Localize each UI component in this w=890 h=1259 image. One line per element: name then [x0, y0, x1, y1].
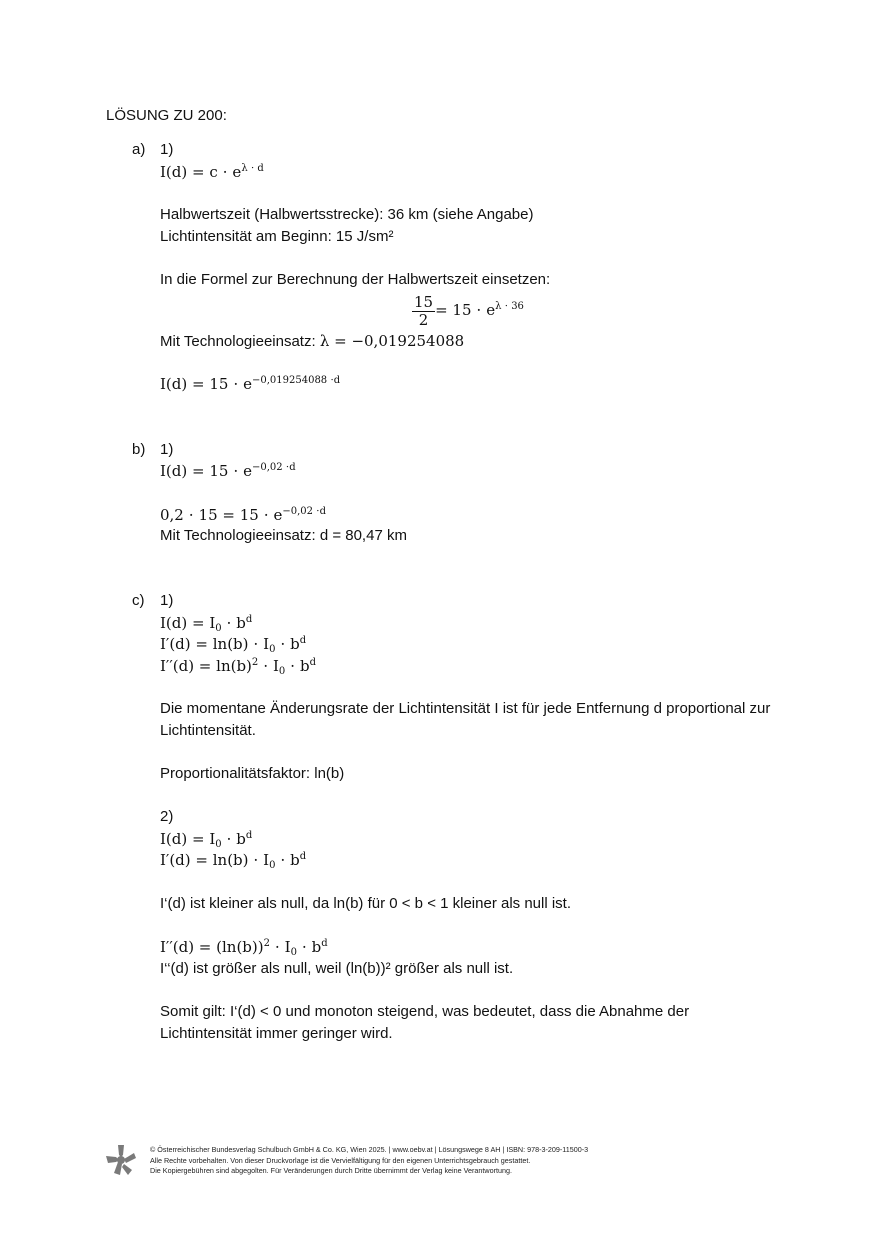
initial-intensity-info: Lichtintensität am Beginn: 15 J/sm² [160, 228, 394, 245]
part-b-label: b) [132, 441, 146, 458]
part-c2-second-derivative: $I''(d) = (\ln(b))^2 \cdot I_0 \cdot b^d$ [160, 938, 328, 958]
part-c-subtask-2: 2) [160, 808, 174, 825]
formula-intro: In die Formel zur Berechnung der Halbwertszeit einsetzen: [160, 271, 551, 288]
part-a-label: a) [132, 141, 146, 158]
footer-disclaimer: Die Kopiergebühren sind abgegolten. Für Veränderungen durch Dritte übernimmt der Verlag keine Verantwortung. [150, 1166, 512, 1175]
footer-copyright: © Österreichischer Bundesverlag Schulbuch GmbH & Co. KG, Wien 2025. | www.oebv.at | Lösungswege 8 AH | ISBN: 978-3-209-11500-3 [150, 1145, 589, 1154]
lambda-result: Mit Technologieeinsatz: λ = −0,019254088 [160, 332, 465, 350]
part-c2-function: $I(d) = I_0 \cdot b^d$ [160, 830, 253, 850]
footer [150, 1145, 588, 1177]
explanation-line-2: Lichtintensität. [160, 722, 256, 739]
part-c-label: c) [132, 592, 145, 609]
oebv-logo-icon [104, 1143, 138, 1177]
part-c-subtask-1: 1) [160, 592, 174, 609]
part-b-solve-equation: $0,2 \cdot 15 = 15 \cdot e^{-0,02 \cdot d}$ [160, 506, 327, 524]
part-c2-first-derivative: $I'(d) = \ln(b) \cdot I_0 \cdot b^d$ [160, 851, 307, 871]
negative-derivative-statement: I‘(d) ist kleiner als null, da ln(b) für 0 < b < 1 kleiner als null ist. [160, 895, 572, 912]
part-b-model-equation: $I(d) = 15 \cdot e^{-0,02 \cdot d}$ [160, 462, 296, 480]
part-b-distance-result: Mit Technologieeinsatz: d = 80,47 km [160, 527, 407, 544]
solution-heading: LÖSUNG ZU 200: [106, 107, 227, 124]
part-a-subtask-1: 1) [160, 141, 174, 158]
half-life-equation: $\frac{15}{2}$ = $15 \cdot e^{\lambda \cdot 36}$ [414, 292, 524, 329]
part-b-subtask-1: 1) [160, 441, 174, 458]
explanation-line-1: Die momentane Änderungsrate der Lichtintensität I ist für jede Entfernung d proportional zur [160, 700, 771, 717]
fraction: $\frac{15}{2}$ [414, 292, 434, 329]
proportionality-factor: Proportionalitätsfaktor: ln(b) [160, 765, 345, 782]
conclusion-line-2: Lichtintensität immer geringer wird. [160, 1025, 393, 1042]
conclusion-line-1: Somit gilt: I‘(d) < 0 und monoton steigend, was bedeutet, dass die Abnahme der [160, 1003, 690, 1020]
footer-rights: Alle Rechte vorbehalten. Von dieser Druckvorlage ist die Vervielfältigung für den eigenen Unterrichtsgebrauch gestattet. [150, 1155, 531, 1165]
part-c-function: $I(d) = I_0 \cdot b^d$ [160, 614, 253, 634]
part-a-final-equation: $I(d) = 15 \cdot e^{-0,019254088 \cdot d}$ [160, 375, 341, 393]
positive-second-derivative-statement: I‘‘(d) ist größer als null, weil (ln(b))² größer als null ist. [160, 960, 514, 977]
part-a-model-equation: $I(d) = c \cdot e^{\lambda \cdot d}$ [160, 163, 264, 181]
part-c-first-derivative: $I'(d) = \ln(b) \cdot I_0 \cdot b^d$ [160, 635, 307, 655]
part-c-second-derivative: $I''(d) = \ln(b)^2 \cdot I_0 \cdot b^d$ [160, 657, 316, 677]
half-life-info: Halbwertszeit (Halbwertsstrecke): 36 km (siehe Angabe) [160, 206, 534, 223]
